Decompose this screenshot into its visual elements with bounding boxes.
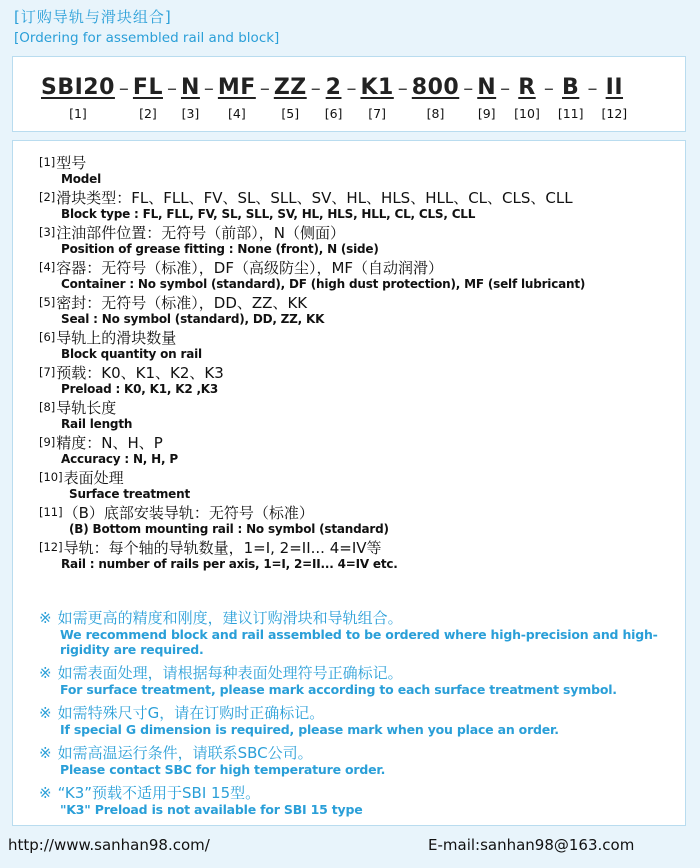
code-value: R — [518, 75, 536, 100]
code-item-en: Block quantity on rail — [61, 347, 202, 361]
code-item-cn-text: 导轨长度 — [56, 399, 117, 417]
code-item-cn — [39, 538, 679, 557]
code-index: [6] — [324, 106, 343, 121]
note-mark-icon: ※ — [39, 664, 52, 682]
code-item-cn — [39, 293, 679, 312]
code-separator: – — [203, 76, 214, 100]
code-item — [39, 153, 679, 186]
code-item-en: Rail : number of rails per axis, 1=I, 2=II... 4=IV etc. — [61, 557, 398, 571]
note-item — [39, 704, 679, 737]
note-cn-text: “K3”预载不适用于SBI 15型。 — [57, 784, 261, 802]
code-separator: – — [463, 76, 474, 100]
code-segment — [274, 73, 307, 121]
code-value: N — [477, 75, 497, 100]
code-item-cn — [39, 468, 679, 487]
note-mark-icon: ※ — [39, 609, 52, 627]
code-item-cn — [39, 188, 679, 207]
note-item — [39, 784, 679, 817]
code-item-number: [12] — [39, 540, 63, 554]
code-item-cn — [39, 153, 679, 172]
note-mark-icon: ※ — [39, 784, 52, 802]
code-index: [11] — [557, 106, 584, 121]
code-item-number: [8] — [39, 400, 56, 414]
code-value: B — [562, 75, 580, 100]
code-item-cn-text: 导轨上的滑块数量 — [56, 329, 177, 347]
note-item — [39, 609, 679, 657]
code-index: [5] — [281, 106, 300, 121]
note-cn — [39, 664, 679, 682]
note-en: If special G dimension is required, please mark when you place an order. — [60, 722, 559, 737]
note-cn-text: 如需表面处理，请根据每种表面处理符号正确标记。 — [57, 664, 403, 682]
note-cn — [39, 609, 679, 627]
code-segment — [360, 73, 393, 121]
code-value: ZZ — [273, 75, 307, 100]
code-index: [8] — [426, 106, 445, 121]
note-en: "K3" Preload is not available for SBI 15 type — [60, 802, 363, 817]
code-item — [39, 503, 679, 536]
code-item — [39, 468, 679, 501]
code-item-en: Seal : No symbol (standard), DD, ZZ, KK — [61, 312, 325, 326]
code-item-number: [6] — [39, 330, 56, 344]
code-item-cn-text: 表面处理 — [63, 469, 124, 487]
code-item-cn — [39, 328, 679, 347]
code-value: FL — [132, 75, 163, 100]
note-cn — [39, 704, 679, 722]
code-item — [39, 433, 679, 466]
note-cn-text: 如需特殊尺寸G，请在订购时正确标记。 — [57, 704, 325, 722]
code-item-cn — [39, 223, 679, 242]
code-item-number: [11] — [39, 505, 63, 519]
code-item-cn-text: 预载：K0、K1、K2、K3 — [56, 364, 224, 382]
order-code-row — [41, 73, 627, 121]
code-item — [39, 398, 679, 431]
code-index: [10] — [514, 106, 540, 121]
code-item-cn — [39, 363, 679, 382]
code-value: 800 — [411, 75, 460, 100]
code-item-en: Rail length — [61, 417, 133, 431]
code-item-number: [9] — [39, 435, 56, 449]
code-item-cn-text: （B）底部安装导轨：无符号（标准） — [63, 504, 314, 522]
code-index: [9] — [477, 106, 496, 121]
code-item — [39, 328, 679, 361]
code-value: N — [180, 75, 200, 100]
note-item — [39, 664, 679, 697]
code-item — [39, 538, 679, 571]
code-item — [39, 258, 679, 291]
code-separator: – — [397, 76, 408, 100]
note-en: We recommend block and rail assembled to be ordered where high-precision and high-rigidity are required. — [60, 627, 658, 657]
code-item-cn-text: 精度：N、H、P — [56, 434, 163, 452]
code-item-cn — [39, 258, 679, 277]
note-cn-text: 如需高温运行条件，请联系SBC公司。 — [57, 744, 313, 762]
code-item-number: [5] — [39, 295, 56, 309]
code-item-number: [7] — [39, 365, 56, 379]
code-separator: – — [259, 76, 270, 100]
code-explanation-panel — [12, 140, 686, 826]
code-segment — [514, 73, 540, 121]
section-title-en: [Ordering for assembled rail and block] — [14, 30, 280, 46]
code-separator: – — [543, 76, 554, 100]
code-item-en: Model — [61, 172, 102, 186]
code-index: [7] — [368, 106, 386, 121]
code-separator: – — [166, 76, 177, 100]
code-segment — [602, 73, 628, 121]
note-en: For surface treatment, please mark according to each surface treatment symbol. — [60, 682, 617, 697]
notes-list — [39, 609, 679, 824]
code-item-number: [3] — [39, 225, 56, 239]
code-item-number: [1] — [39, 155, 56, 169]
code-item — [39, 223, 679, 256]
contact-email[interactable]: E-mail:sanhan98@163.com — [428, 836, 635, 854]
code-item-cn-text: 导轨：每个轴的导轨数量，1=I, 2=II... 4=IV等 — [63, 539, 382, 557]
code-item-en: Block type : FL, FLL, FV, SL, SLL, SV, HL, HLS, HLL, CL, CLS, CLL — [61, 207, 476, 221]
code-value: K1 — [360, 75, 394, 100]
code-item-cn — [39, 398, 679, 417]
note-mark-icon: ※ — [39, 704, 52, 722]
code-segment — [412, 73, 459, 121]
code-segment — [133, 73, 163, 121]
code-separator: – — [500, 76, 511, 100]
note-en: Please contact SBC for high temperature order. — [60, 762, 386, 777]
code-index: [3] — [181, 106, 200, 121]
code-index: [4] — [227, 106, 246, 121]
code-item-number: [2] — [39, 190, 56, 204]
code-item-cn-text: 容器：无符号（标准），DF（高级防尘），MF（自动润滑） — [56, 259, 444, 277]
note-mark-icon: ※ — [39, 744, 52, 762]
code-item-cn — [39, 503, 679, 522]
code-separator: – — [346, 76, 357, 100]
website-url[interactable]: http://www.sanhan98.com/ — [8, 836, 210, 854]
code-segment — [181, 73, 200, 121]
code-item-en: (B) Bottom mounting rail : No symbol (standard) — [69, 522, 389, 536]
code-segment — [41, 73, 115, 121]
code-item-list — [39, 153, 679, 573]
code-value: SBI20 — [41, 75, 115, 100]
order-code-panel — [12, 56, 686, 132]
code-item-en: Container : No symbol (standard), DF (high dust protection), MF (self lubricant) — [61, 277, 586, 291]
code-index: [1] — [69, 106, 87, 121]
code-separator: – — [587, 76, 598, 100]
code-value: II — [605, 75, 624, 100]
code-separator: – — [118, 76, 129, 100]
section-title-cn: [订购导轨与滑块组合] — [14, 8, 172, 26]
code-item — [39, 363, 679, 396]
code-item-en: Accuracy : N, H, P — [61, 452, 178, 466]
code-item-number: [4] — [39, 260, 56, 274]
note-cn — [39, 784, 679, 802]
code-index: [2] — [139, 106, 157, 121]
code-separator: – — [310, 76, 321, 100]
code-item — [39, 293, 679, 326]
code-item-en: Preload : K0, K1, K2 ,K3 — [61, 382, 219, 396]
code-item-en: Surface treatment — [69, 487, 191, 501]
code-value: MF — [217, 75, 256, 100]
note-item — [39, 744, 679, 777]
code-segment — [218, 73, 256, 121]
code-item-en: Position of grease fitting : None (front), N (side) — [61, 242, 379, 256]
code-index: [12] — [601, 106, 628, 121]
code-item-cn-text: 注油部件位置：无符号（前部），N（侧面） — [56, 224, 346, 242]
note-cn — [39, 744, 679, 762]
code-item-number: [10] — [39, 470, 63, 484]
code-item-cn-text: 滑块类型：FL、FLL、FV、SL、SLL、SV、HL、HLS、HLL、CL、CLS、CLL — [56, 189, 573, 207]
code-segment — [477, 73, 496, 121]
note-cn-text: 如需更高的精度和刚度，建议订购滑块和导轨组合。 — [57, 609, 403, 627]
code-item-cn-text: 型号 — [56, 154, 87, 172]
code-value: 2 — [325, 75, 342, 100]
code-segment — [325, 73, 343, 121]
code-item-cn — [39, 433, 679, 452]
code-segment — [558, 73, 584, 121]
code-item-cn-text: 密封：无符号（标准），DD、ZZ、KK — [56, 294, 308, 312]
code-item — [39, 188, 679, 221]
